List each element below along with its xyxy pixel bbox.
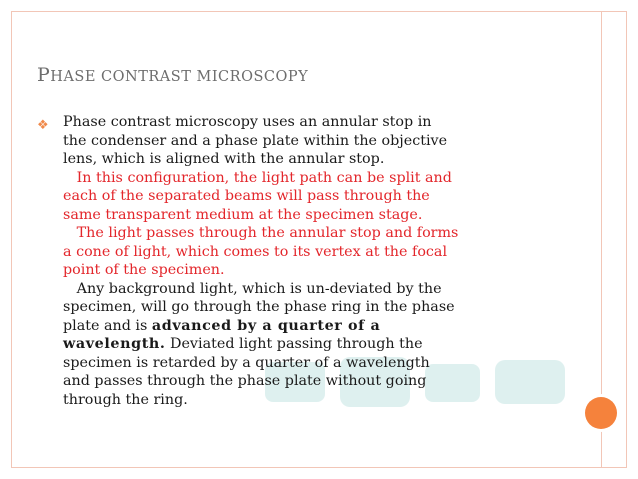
text-segment: plate and is bbox=[63, 317, 152, 334]
text-line: Any background light, which is un-deviated by the bbox=[63, 280, 442, 297]
text-segment: Deviated light passing through the bbox=[165, 336, 423, 352]
text-line-highlighted: The light passes through the annular stop and forms bbox=[63, 225, 459, 241]
bullet-ornament-icon: ❖ bbox=[37, 118, 49, 133]
text-line-highlighted: each of the separated beams will pass through the bbox=[63, 188, 430, 204]
emphasis-text: wavelength. bbox=[63, 336, 166, 352]
text-line: specimen is retarded by a quarter of a wavelength bbox=[63, 354, 430, 371]
text-line: lens, which is aligned with the annular stop. bbox=[63, 151, 385, 167]
text-line: specimen, will go through the phase ring in the phase bbox=[63, 299, 455, 315]
text-line: and passes through the phase plate without going bbox=[63, 373, 427, 389]
title-rest: HASE CONTRAST MICROSCOPY bbox=[50, 69, 309, 85]
text-line-highlighted: same transparent medium at the specimen stage. bbox=[63, 206, 423, 223]
bullet-paragraph bbox=[63, 113, 623, 409]
text-line-highlighted: point of the specimen. bbox=[63, 262, 225, 278]
text-line: through the ring. bbox=[63, 391, 188, 408]
text-line bbox=[63, 335, 623, 354]
title-first-letter: P bbox=[37, 64, 51, 86]
text-line: Phase contrast microscopy uses an annular stop in bbox=[63, 114, 432, 130]
text-line bbox=[63, 317, 623, 336]
text-line-highlighted: a cone of light, which comes to its vertex at the focal bbox=[63, 243, 448, 260]
slide-title bbox=[37, 64, 308, 86]
text-line-highlighted: In this configuration, the light path can be split and bbox=[63, 169, 452, 186]
text-line: the condenser and a phase plate within the objective bbox=[63, 132, 448, 149]
emphasis-text: advanced by a quarter of a bbox=[151, 317, 381, 334]
